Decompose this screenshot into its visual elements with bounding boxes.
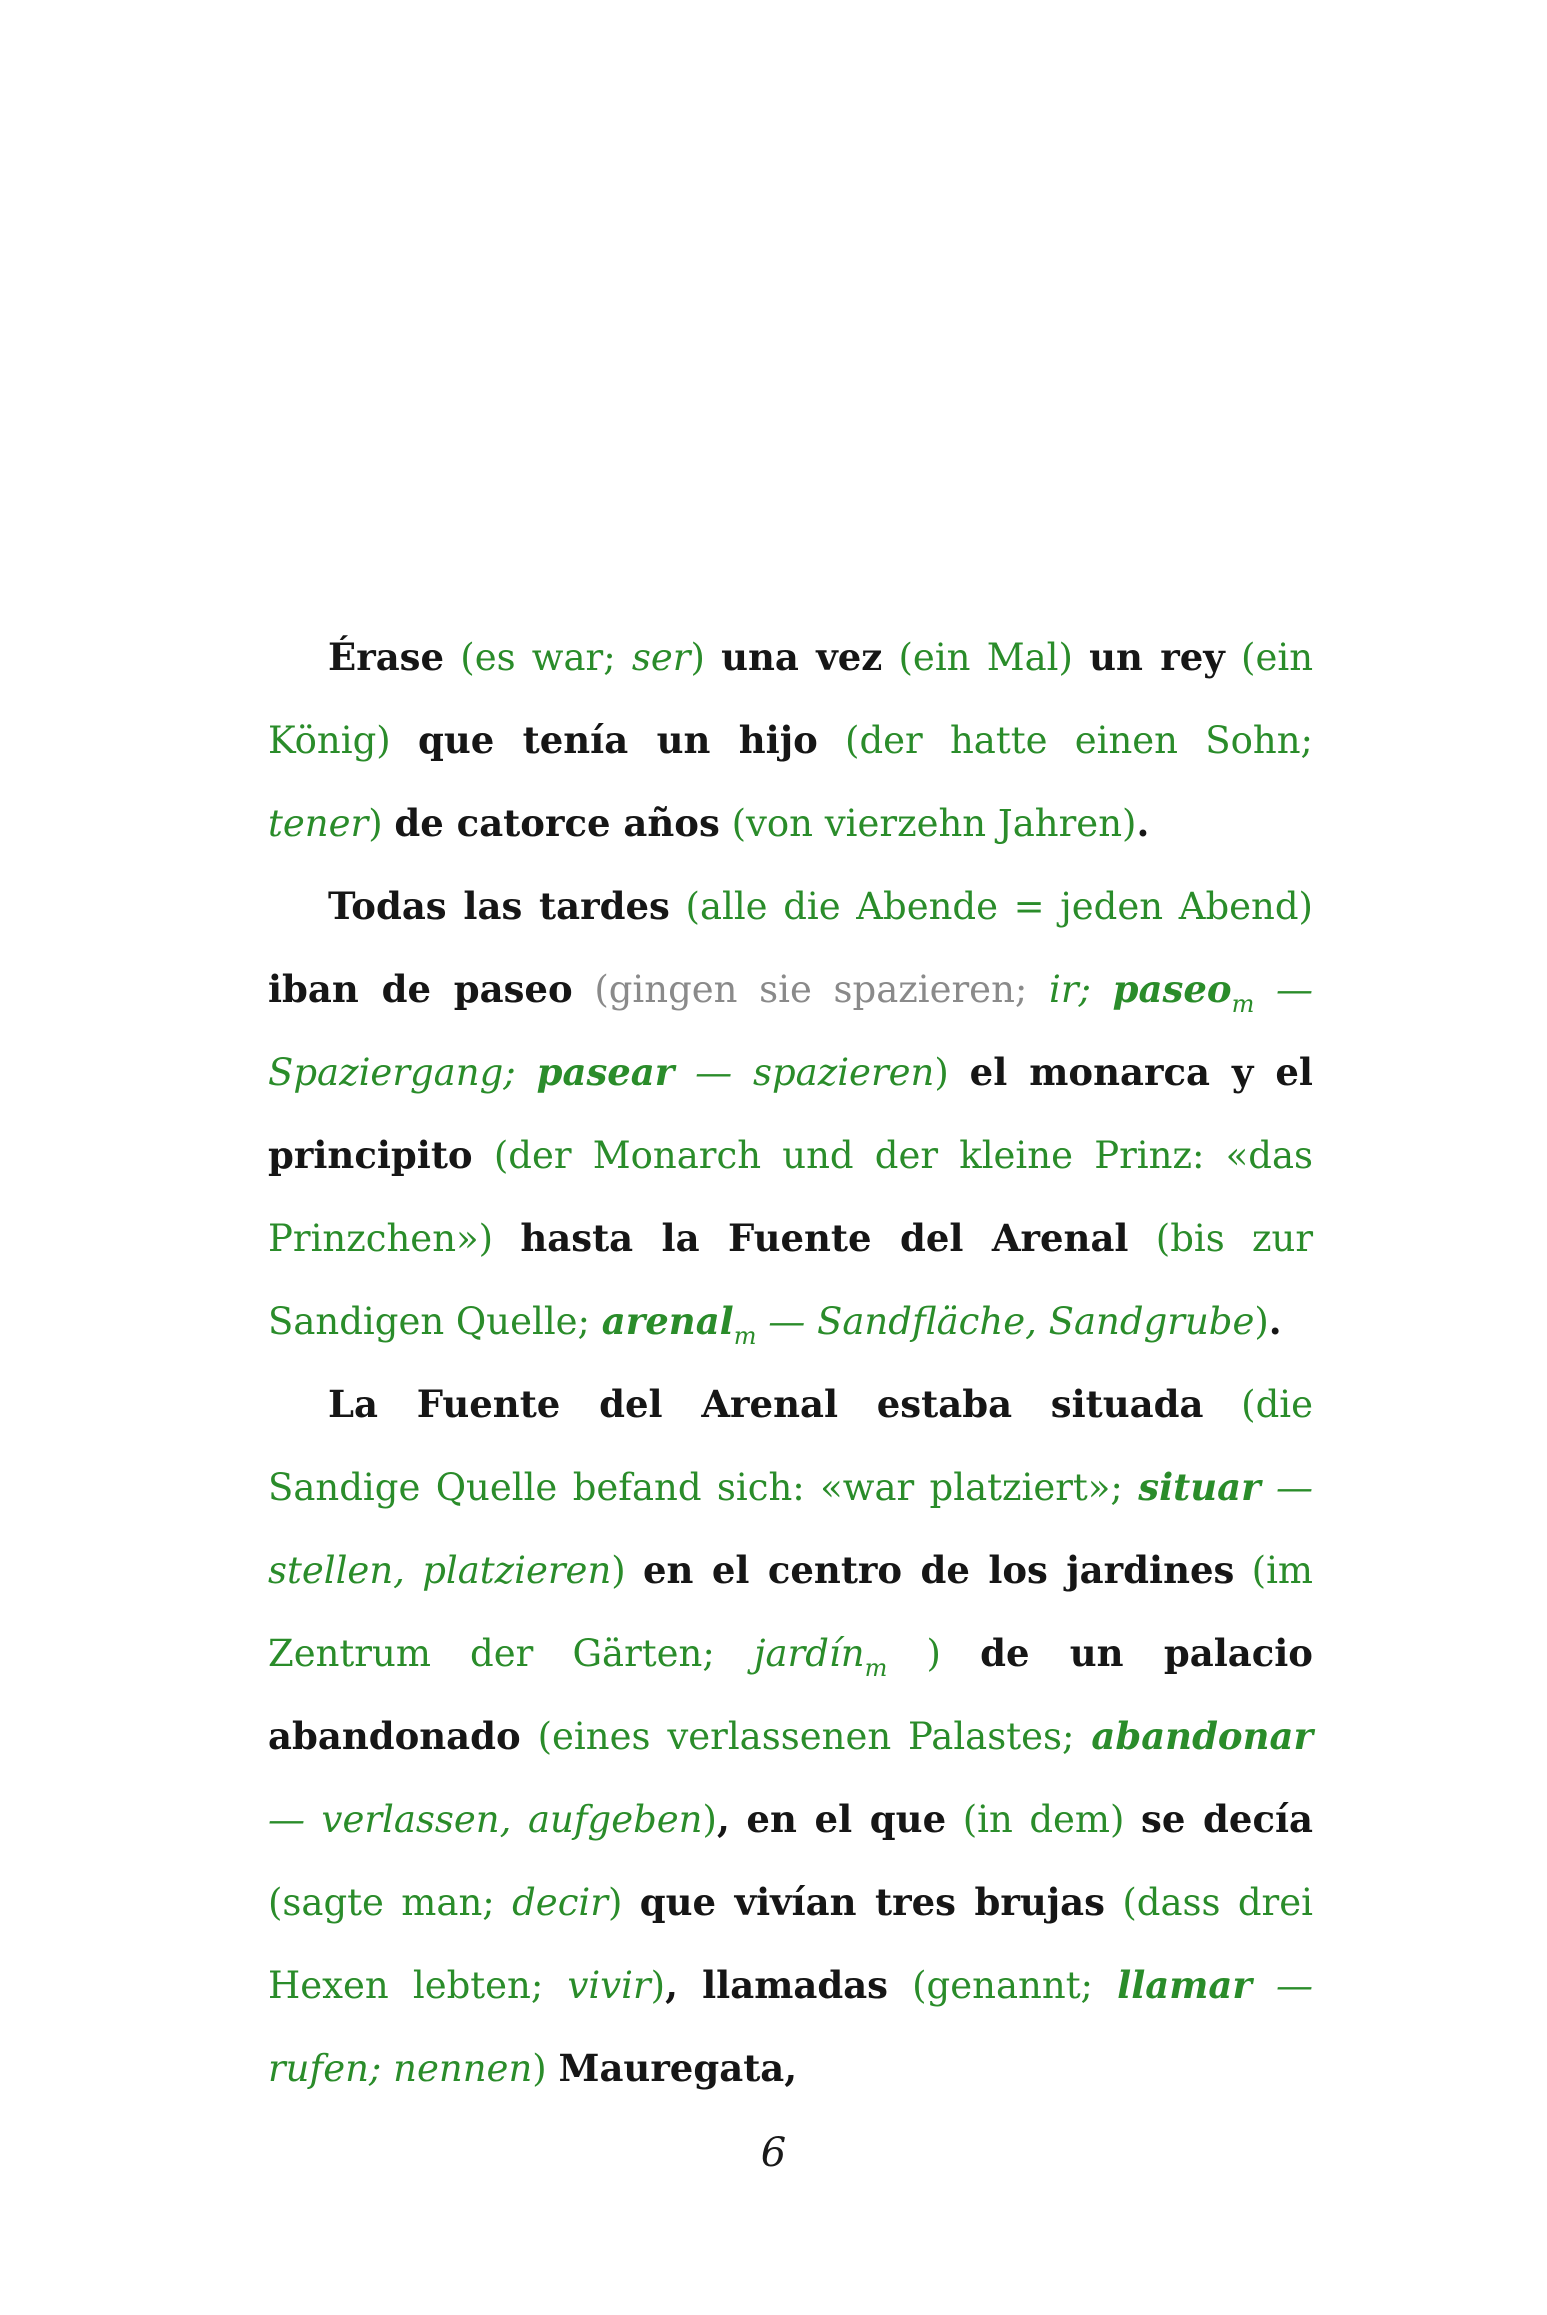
gender-subscript: m [864, 1654, 888, 1682]
spanish-text: que tenía un hijo [417, 718, 818, 762]
german-gloss-italic: vivir [567, 1964, 651, 2007]
spanish-text: en el que [746, 1797, 947, 1841]
german-gloss-italic: — rufen; nennen [268, 1964, 1313, 2090]
german-gloss-keyword: arenal [601, 1299, 734, 1343]
german-gloss-italic: — verlassen, aufgeben [268, 1798, 703, 1841]
paragraph [268, 616, 1313, 865]
spanish-text: una vez [721, 635, 883, 679]
spanish-text: iban de paseo [268, 967, 573, 1011]
german-gloss: ) [607, 1881, 623, 1924]
german-gloss: (alle die Abende = jeden Abend) [685, 885, 1313, 928]
book-page-text [268, 616, 1313, 2110]
spanish-text: se decía [1141, 1797, 1314, 1841]
german-gloss: (der hatte einen Sohn; [845, 719, 1314, 762]
german-gloss: ) [934, 1051, 949, 1094]
german-gloss-italic: tener [268, 802, 369, 845]
german-gloss: (in dem) [962, 1798, 1125, 1841]
german-gloss-italic: — Spaziergang; [268, 968, 1313, 1094]
german-gloss-grey: (gingen sie spazieren; [594, 968, 1050, 1011]
german-gloss-keyword: pasear [536, 1050, 675, 1094]
german-gloss-italic: — spazieren [674, 1051, 935, 1094]
german-gloss-italic: — stellen, platzieren [268, 1466, 1313, 1592]
german-gloss: (ein Mal) [898, 636, 1073, 679]
spanish-text: el monarca y el principito [268, 1050, 1313, 1177]
spanish-text: que vivían tres brujas [639, 1880, 1105, 1924]
german-gloss-italic: ir; [1049, 968, 1113, 1011]
german-gloss: ) [887, 1632, 941, 1675]
german-gloss-keyword: paseo [1112, 967, 1232, 1011]
paragraph [268, 865, 1313, 1363]
spanish-text: . [1136, 801, 1150, 845]
german-gloss-italic: decir [512, 1881, 608, 1924]
german-gloss: ) [1254, 1300, 1269, 1343]
german-gloss: ) [690, 636, 705, 679]
german-gloss: (im Zentrum der Gärten; [268, 1549, 1313, 1675]
german-gloss-keyword: situar [1138, 1465, 1261, 1509]
spanish-text: Érase [328, 635, 445, 679]
german-gloss: (der Monarch und der kleine Prinz: «das Prinzchen») [268, 1134, 1313, 1260]
paragraph [268, 1363, 1313, 2110]
spanish-text: Mauregata, [558, 2046, 798, 2090]
spanish-text: llamadas [702, 1963, 888, 2007]
german-gloss-keyword: abandonar [1091, 1714, 1313, 1758]
spanish-text: de un palacio abandonado [268, 1631, 1313, 1758]
spanish-text: Todas las tardes [328, 884, 670, 928]
german-gloss: (sagte man; [268, 1881, 513, 1924]
gender-subscript: m [1231, 990, 1255, 1018]
german-gloss: (bis zur Sandigen Quelle; [268, 1217, 1314, 1343]
german-gloss: (von vierzehn Jahren) [731, 802, 1137, 845]
german-gloss: ) [532, 2047, 547, 2090]
spanish-text: , [665, 1963, 678, 2007]
spanish-text: . [1268, 1299, 1282, 1343]
spanish-text: , [716, 1797, 730, 1841]
german-gloss: (es war; [460, 636, 632, 679]
german-gloss: ) [650, 1964, 666, 2007]
german-gloss-italic: ser [631, 636, 691, 679]
german-gloss-italic: — Sandfläche, Sandgrube [756, 1300, 1255, 1343]
spanish-text: La Fuente del Arenal estaba situada [328, 1382, 1204, 1426]
spanish-text: en el centro de los jardines [643, 1548, 1235, 1592]
german-gloss: (genannt; [912, 1964, 1118, 2007]
gender-subscript: m [733, 1322, 757, 1350]
german-gloss: ) [368, 802, 383, 845]
german-gloss: ) [702, 1798, 717, 1841]
page-number: 6 [760, 2130, 787, 2176]
spanish-text: de catorce años [394, 801, 720, 845]
german-gloss: (eines verlassenen Palastes; [537, 1715, 1092, 1758]
spanish-text: un rey [1089, 635, 1225, 679]
spanish-text: hasta la Fuente del Arenal [520, 1216, 1129, 1260]
german-gloss: (die Sandige Quelle befand sich: «war platziert»; [268, 1383, 1313, 1509]
german-gloss: ) [611, 1549, 626, 1592]
german-gloss-italic: jardín [754, 1632, 865, 1675]
german-gloss: (ein König) [268, 636, 1314, 762]
german-gloss: (dass drei Hexen lebten; [268, 1881, 1313, 2007]
german-gloss-keyword: llamar [1117, 1963, 1252, 2007]
